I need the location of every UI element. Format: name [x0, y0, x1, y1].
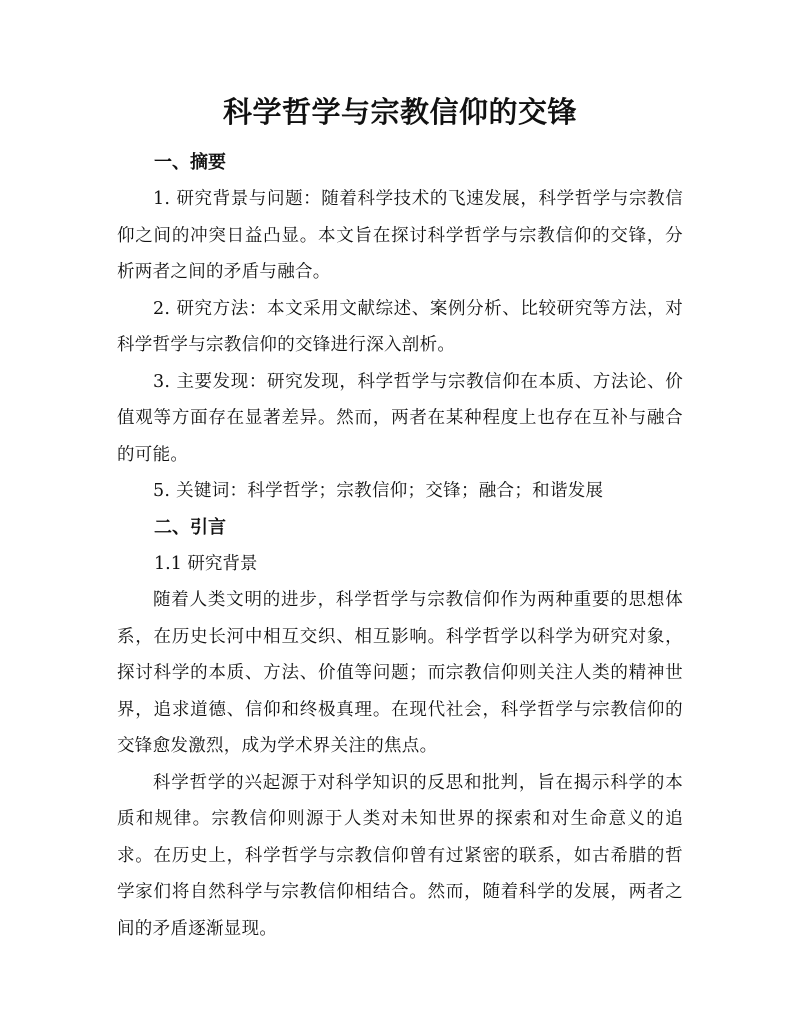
introduction-paragraph: 科学哲学的兴起源于对科学知识的反思和批判，旨在揭示科学的本质和规律。宗教信仰则源于人类对未知世界的探索和对生命意义的追求。在历史上，科学哲学与宗教信仰曾有过紧密的联系，如古希腊的哲学家们将自然科学与宗教信仰相结合。然而，随着科学的发展，两者之间的矛盾逐渐显现。	[117, 772, 683, 939]
abstract-paragraph: 2. 研究方法：本文采用文献综述、案例分析、比较研究等方法，对科学哲学与宗教信仰的交锋进行深入剖析。	[117, 298, 683, 355]
section-heading-abstract: 一、摘要	[154, 152, 226, 173]
introduction-paragraph: 随着人类文明的进步，科学哲学与宗教信仰作为两种重要的思想体系，在历史长河中相互交织、相互影响。科学哲学以科学为研究对象，探讨科学的本质、方法、价值等问题；而宗教信仰则关注人类的精神世界，追求道德、信仰和终极真理。在现代社会，科学哲学与宗教信仰的交锋愈发激烈，成为学术界关注的焦点。	[117, 590, 683, 756]
keywords-paragraph: 5. 关键词：科学哲学；宗教信仰；交锋；融合；和谐发展	[153, 481, 604, 501]
document-title: 科学哲学与宗教信仰的交锋	[222, 95, 577, 129]
document-body	[117, 145, 683, 947]
subsection-heading-background: 1.1 研究背景	[154, 553, 258, 574]
abstract-paragraph: 3. 主要发现：研究发现，科学哲学与宗教信仰在本质、方法论、价值观等方面存在显著差异。然而，两者在某种程度上也存在互补与融合的可能。	[117, 371, 683, 465]
section-heading-introduction: 二、引言	[154, 516, 226, 538]
abstract-paragraph: 1. 研究背景与问题：随着科学技术的飞速发展，科学哲学与宗教信仰之间的冲突日益凸显。本文旨在探讨科学哲学与宗教信仰的交锋，分析两者之间的矛盾与融合。	[117, 189, 683, 282]
